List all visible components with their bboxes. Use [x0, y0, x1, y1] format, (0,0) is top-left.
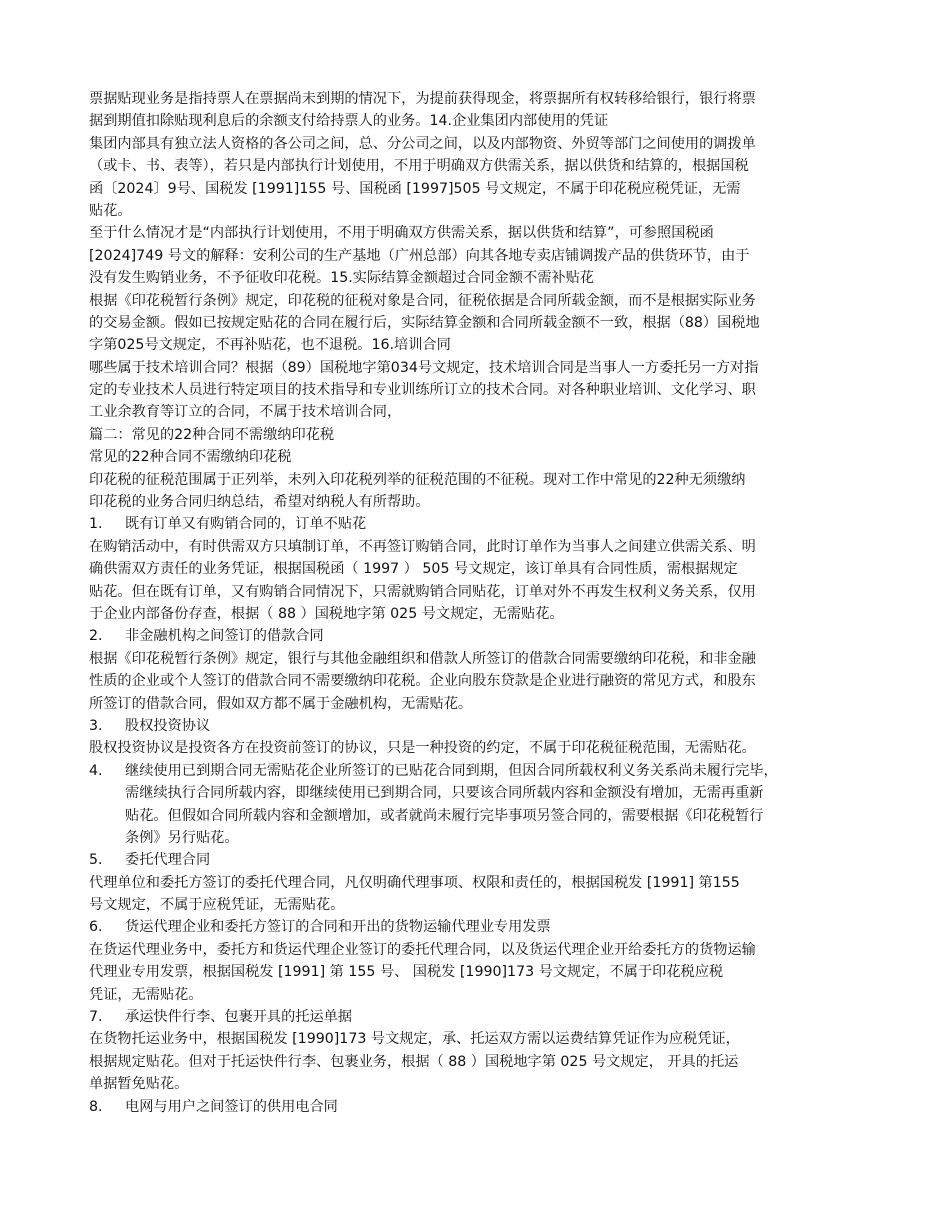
text-line: 至于什么情况才是“内部执行计划使用，不用于明确双方供需关系，据以供货和结算”，可参照国税函 — [89, 225, 714, 242]
text-line: 定的专业技术人员进行特定项目的技术指导和专业训练所订立的技术合同。对各种职业培训、文化学习、职 — [89, 382, 756, 399]
text-line: 印花税的业务合同归纳总结，希望对纳税人有所帮助。 — [89, 494, 430, 511]
item-heading-5 — [89, 849, 864, 871]
item-heading-2 — [89, 625, 864, 647]
item-number: 4. — [89, 762, 103, 779]
text-line: 代理业专用发票，根据国税发 [1991] 第 155 号、 国税发 [1990]173 号文规定，不属于印花税应税 — [89, 964, 724, 981]
item-text: 继续使用已到期合同无需贴花企业所签订的已贴花合同到期，但因合同所载权利义务关系尚未履行完毕， — [125, 762, 778, 779]
text-line: 在货运代理业务中，委托方和货运代理企业签订的委托代理合同，以及货运代理企业开给委托方的货物运输 — [89, 941, 756, 958]
text-line: 没有发生购销业务，不予征收印花税。15.实际结算金额超过合同金额不需补贴花 — [89, 270, 594, 287]
item-heading-3 — [89, 715, 864, 737]
item-title: 电网与用户之间签订的供用电合同 — [125, 1098, 338, 1115]
text-line: 所签订的借款合同，假如双方都不属于金融机构，无需贴花。 — [89, 695, 473, 712]
text-line: 单据暂免贴花。 — [89, 1076, 189, 1093]
text-line: 条例》另行贴花。 — [125, 829, 239, 846]
item-title: 既有订单又有购销合同的，订单不贴花 — [125, 516, 367, 533]
item-heading-7 — [89, 1006, 864, 1028]
item-number: 8. — [89, 1098, 103, 1115]
item-title: 委托代理合同 — [125, 852, 211, 869]
item-title: 承运快件行李、包裹开具的托运单据 — [125, 1009, 353, 1026]
text-line: 印花税的征税范围属于正列举，未列入印花税列举的征税范围的不征税。现对工作中常见的22种无须缴纳 — [89, 471, 746, 488]
text-line: 需继续执行合同所载内容，即继续使用已到期合同，只要该合同所载内容和金额没有增加，无需再重新 — [125, 785, 764, 802]
text-line: 股权投资协议是投资各方在投资前签订的协议，只是一种投资的约定，不属于印花税征税范围，无需贴花。 — [89, 740, 756, 757]
text-line: 贴花。但在既有订单，又有购销合同情况下，只需就购销合同贴花，订单对外不再发生权利义务关系，仅用 — [89, 583, 756, 600]
text-line: （或卡、书、表等），若只是内部执行计划使用，不用于明确双方供需关系，据以供货和结算的，根据国税 — [89, 158, 749, 175]
item-title: 货运代理企业和委托方签订的合同和开出的货物运输代理业专用发票 — [125, 919, 551, 936]
text-line: [2024]749 号文的解释：安利公司的生产基地（广州总部）向其各地专卖店铺调拨产品的供货环节，由于 — [89, 247, 750, 264]
item-heading-6 — [89, 916, 864, 938]
text-line: 性质的企业或个人签订的借款合同不需要缴纳印花税。企业向股东贷款是企业进行融资的常见方式，和股东 — [89, 673, 756, 690]
item-number: 7. — [89, 1009, 103, 1026]
text-line: 函〔2024〕9号、国税发 [1991]155 号、国税函 [1997]505 号文规定，不属于印花税应税凭证，无需 — [89, 180, 741, 197]
item-number: 2. — [89, 628, 103, 645]
text-line: 据到期值扣除贴现利息后的余额支付给持票人的业务。14.企业集团内部使用的凭证 — [89, 113, 609, 130]
item-number: 1. — [89, 516, 103, 533]
text-line: 在货物托运业务中，根据国税发 [1990]173 号文规定，承、托运双方需以运费结算凭证作为应税凭证， — [89, 1031, 740, 1048]
text-line: 字第025号文规定，不再补贴花，也不退税。16.培训合同 — [89, 337, 451, 354]
text-line: 根据规定贴花。但对于托运快件行李、包裹业务，根据（ 88 ）国税地字第 025 号文规定， 开具的托运 — [89, 1053, 739, 1070]
text-line: 贴花。 — [89, 202, 132, 219]
item-title: 非金融机构之间签订的借款合同 — [125, 628, 324, 645]
item-number: 3. — [89, 717, 103, 734]
document-body — [89, 88, 864, 1118]
item-heading-4 — [89, 760, 864, 782]
text-line: 根据《印花税暂行条例》规定，印花税的征税对象是合同，征税依据是合同所载金额，而不是根据实际业务 — [89, 292, 756, 309]
text-line: 在购销活动中，有时供需双方只填制订单，不再签订购销合同，此时订单作为当事人之间建立供需关系、明 — [89, 538, 756, 555]
text-line: 集团内部具有独立法人资格的各公司之间，总、分公司之间，以及内部物资、外贸等部门之间使用的调拨单 — [89, 135, 756, 152]
text-line: 确供需双方责任的业务凭证，根据国税函（ 1997 ） 505 号文规定，该订单具有合同性质，需根据规定 — [89, 561, 738, 578]
text-line: 工业余教育等订立的合同，不属于技术培训合同， — [89, 404, 402, 421]
item-title: 股权投资协议 — [125, 717, 211, 734]
text-line: 号文规定，不属于应税凭证，无需贴花。 — [89, 897, 345, 914]
item-number: 5. — [89, 852, 103, 869]
section-subheading: 常见的22种合同不需缴纳印花税 — [89, 449, 292, 466]
section-heading: 篇二：常见的22种合同不需缴纳印花税 — [89, 426, 335, 443]
text-line: 贴花。但假如合同所载内容和金额增加，或者就尚未履行完毕事项另签合同的，需要根据《印花税暂行 — [125, 807, 764, 824]
text-line: 票据贴现业务是指持票人在票据尚未到期的情况下，为提前获得现金，将票据所有权转移给银行，银行将票 — [89, 91, 756, 107]
text-line: 哪些属于技术培训合同？根据（89）国税地字第034号文规定，技术培训合同是当事人一方委托另一方对指 — [89, 359, 759, 376]
text-line: 根据《印花税暂行条例》规定，银行与其他金融组织和借款人所签订的借款合同需要缴纳印花税，和非金融 — [89, 650, 756, 667]
item-heading-1 — [89, 513, 864, 535]
item-heading-8 — [89, 1096, 864, 1118]
text-line: 代理单位和委托方签订的委托代理合同，凡仅明确代理事项、权限和责任的，根据国税发 [1991] 第155 — [89, 874, 740, 891]
text-line: 的交易金额。假如已按规定贴花的合同在履行后，实际结算金额和合同所载金额不一致，根据（88）国税地 — [89, 314, 760, 331]
text-line: 于企业内部备份存查，根据（ 88 ）国税地字第 025 号文规定，无需贴花。 — [89, 605, 564, 622]
item-number: 6. — [89, 919, 103, 936]
text-line: 凭证，无需贴花。 — [89, 986, 203, 1003]
